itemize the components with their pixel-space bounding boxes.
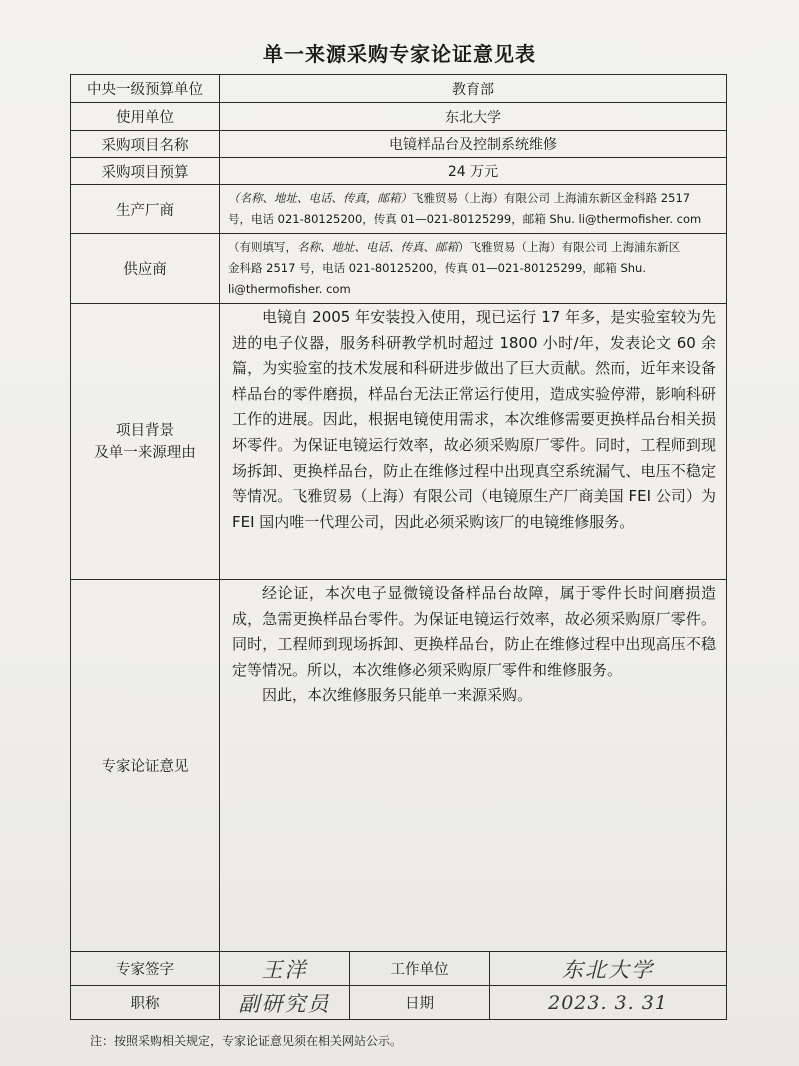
row-opinion bbox=[71, 580, 727, 952]
title-handwritten: 副研究员 bbox=[220, 986, 350, 1020]
row-supplier bbox=[71, 234, 727, 304]
manufacturer-label: 生产厂商 bbox=[71, 185, 220, 234]
background-text-cell bbox=[220, 304, 727, 580]
project-budget-value: 24 万元 bbox=[220, 158, 727, 185]
expert-sign-label: 专家签字 bbox=[71, 952, 220, 986]
row-user-unit bbox=[71, 103, 727, 131]
row-title-date bbox=[71, 986, 727, 1020]
row-manufacturer bbox=[71, 185, 727, 234]
opinion-form-table bbox=[70, 74, 727, 1020]
supplier-hint: 名称、地址、电话、传真、邮箱 bbox=[297, 240, 458, 254]
supplier-line1: ）飞雅贸易（上海）有限公司 上海浦东新区 bbox=[458, 240, 681, 254]
background-label-line1: 项目背景 bbox=[116, 422, 174, 439]
manufacturer-line1: 飞雅贸易（上海）有限公司 上海浦东新区金科路 2517 bbox=[412, 191, 691, 205]
row-background bbox=[71, 304, 727, 580]
row-project-name bbox=[71, 131, 727, 158]
date-handwritten: 2023. 3. 31 bbox=[490, 986, 727, 1020]
form-title: 单一来源采购专家论证意见表 bbox=[263, 42, 536, 66]
opinion-paragraph-1: 经论证，本次电子显微镜设备样品台故障，属于零件长时间磨损造成，急需更换样品台零件。为保证电镜运行效率，故必须采购原厂零件。同时，工程师到现场拆卸、更换样品台，防止在维修过程中出现高压不稳定等情况。所以，本次维修必须采购原厂零件和维修服务。 bbox=[232, 584, 717, 679]
user-unit-value: 东北大学 bbox=[220, 103, 727, 131]
opinion-text-cell bbox=[220, 580, 727, 952]
expert-signature: 王洋 bbox=[220, 952, 350, 986]
row-signature bbox=[71, 952, 727, 986]
opinion-label: 专家论证意见 bbox=[71, 580, 220, 952]
supplier-label: 供应商 bbox=[71, 234, 220, 304]
manufacturer-value bbox=[220, 185, 727, 234]
work-unit-label: 工作单位 bbox=[350, 952, 490, 986]
footnote: 注：按照采购相关规定，专家论证意见须在相关网站公示。 bbox=[90, 1034, 403, 1048]
work-unit-handwritten: 东北大学 bbox=[490, 952, 727, 986]
project-name-label: 采购项目名称 bbox=[71, 131, 220, 158]
project-budget-label: 采购项目预算 bbox=[71, 158, 220, 185]
background-label-line2: 及单一来源理由 bbox=[94, 444, 196, 461]
date-label: 日期 bbox=[350, 986, 490, 1020]
supplier-prefix: （有则填写， bbox=[228, 240, 297, 254]
title-label: 职称 bbox=[71, 986, 220, 1020]
project-name-value: 电镜样品台及控制系统维修 bbox=[220, 131, 727, 158]
manufacturer-hint: （名称、地址、电话、传真，邮箱） bbox=[228, 191, 412, 205]
supplier-value bbox=[220, 234, 727, 304]
opinion-paragraph-2: 因此，本次维修服务只能单一来源采购。 bbox=[262, 686, 533, 705]
row-budget-unit bbox=[71, 75, 727, 103]
background-label bbox=[71, 304, 220, 580]
budget-unit-label: 中央一级预算单位 bbox=[71, 75, 220, 103]
background-text: 电镜自 2005 年安装投入使用，现已运行 17 年多，是实验室较为先进的电子仪器，服务科研教学机时超过 1800 小时/年，发表论文 60 余篇，为实验室的技术发展和科研进步做出了巨大贡献。然而，近年来设备样品台的零件磨损，样品台无法正常运行使用，造成实验停滞，影响科研工作的进展。因此，根据电镜使用需求，本次维修需要更换样品台相关损坏零件。为保证电镜运行效率，故必须采购原厂零件。同时，工程师到现场拆卸、更换样品台，防止在维修过程中出现真空系统漏气、电压不稳定等情况。飞雅贸易（上海）有限公司（电镜原生产厂商美国 FEI 公司）为 FEI 国内唯一代理公司，因此必须采购该厂的电镜维修服务。 bbox=[232, 308, 717, 531]
supplier-line2: 金科路 2517 号，电话 021-80125200，传真 01—021-80125299，邮箱 Shu. li@thermofisher. com bbox=[228, 261, 646, 296]
manufacturer-line2: 号，电话 021-80125200，传真 01—021-80125299，邮箱 Shu. li@thermofisher. com bbox=[228, 212, 702, 226]
row-project-budget bbox=[71, 158, 727, 185]
user-unit-label: 使用单位 bbox=[71, 103, 220, 131]
budget-unit-value: 教育部 bbox=[220, 75, 727, 103]
